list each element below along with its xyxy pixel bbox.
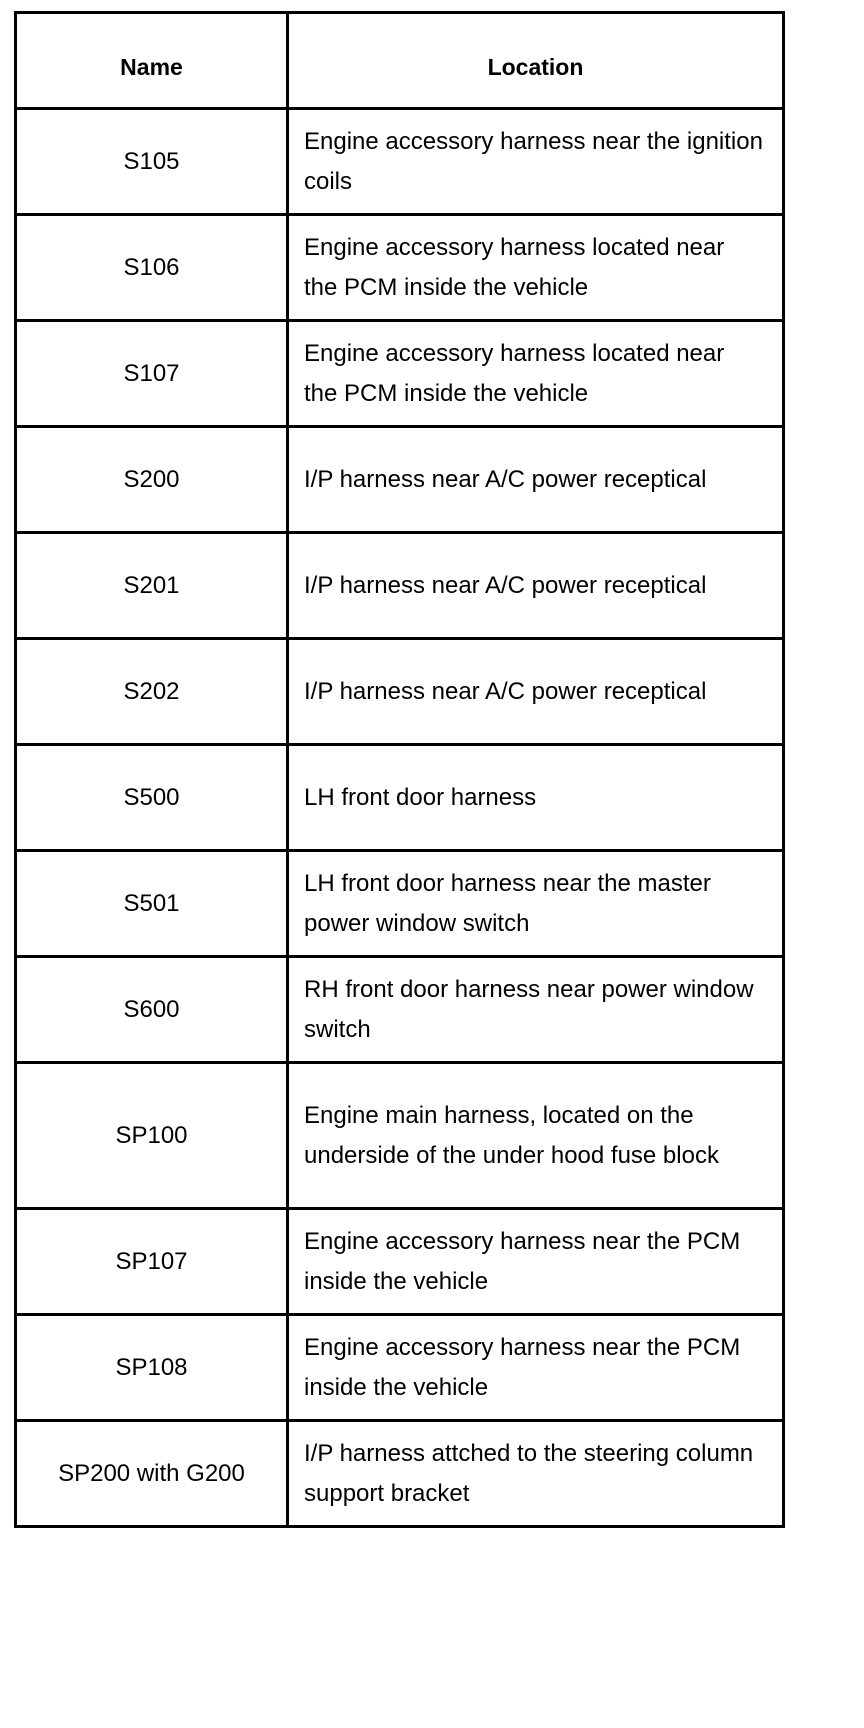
splice-name-cell: S105 xyxy=(16,109,288,215)
splice-location-cell: LH front door harness xyxy=(288,745,784,851)
splice-location-cell: Engine accessory harness located near the PCM inside the vehicle xyxy=(288,215,784,321)
splice-location-cell: Engine accessory harness near the PCM inside the vehicle xyxy=(288,1315,784,1421)
splice-location-cell: Engine accessory harness located near the PCM inside the vehicle xyxy=(288,321,784,427)
splice-location-cell: I/P harness attched to the steering column support bracket xyxy=(288,1421,784,1527)
splice-name-cell: SP107 xyxy=(16,1209,288,1315)
table-row xyxy=(16,533,784,639)
table-row xyxy=(16,851,784,957)
splice-name-cell: S106 xyxy=(16,215,288,321)
splice-name-cell: SP200 with G200 xyxy=(16,1421,288,1527)
name-column-header: Name xyxy=(16,13,288,109)
location-column-header: Location xyxy=(288,13,784,109)
splice-name-cell: S500 xyxy=(16,745,288,851)
table-row xyxy=(16,1063,784,1209)
splice-location-cell: Engine accessory harness near the PCM inside the vehicle xyxy=(288,1209,784,1315)
splice-location-cell: LH front door harness near the master power window switch xyxy=(288,851,784,957)
splice-name-cell: S202 xyxy=(16,639,288,745)
table-row xyxy=(16,639,784,745)
splice-location-cell: Engine main harness, located on the underside of the under hood fuse block xyxy=(288,1063,784,1209)
splice-location-cell: Engine accessory harness near the ignition coils xyxy=(288,109,784,215)
splice-location-cell: I/P harness near A/C power receptical xyxy=(288,639,784,745)
table-row xyxy=(16,957,784,1063)
table-header-row xyxy=(16,13,784,109)
splice-name-cell: S501 xyxy=(16,851,288,957)
splice-name-cell: S107 xyxy=(16,321,288,427)
splice-name-cell: S200 xyxy=(16,427,288,533)
splice-location-table xyxy=(14,11,785,1528)
table-row xyxy=(16,215,784,321)
table-row xyxy=(16,1209,784,1315)
table-row xyxy=(16,1421,784,1527)
splice-name-cell: S600 xyxy=(16,957,288,1063)
splice-location-cell: I/P harness near A/C power receptical xyxy=(288,533,784,639)
splice-name-cell: SP100 xyxy=(16,1063,288,1209)
splice-name-cell: S201 xyxy=(16,533,288,639)
splice-location-cell: RH front door harness near power window switch xyxy=(288,957,784,1063)
splice-location-cell: I/P harness near A/C power receptical xyxy=(288,427,784,533)
table-row xyxy=(16,321,784,427)
splice-name-cell: SP108 xyxy=(16,1315,288,1421)
table-row xyxy=(16,109,784,215)
table-row xyxy=(16,745,784,851)
table-row xyxy=(16,427,784,533)
table-row xyxy=(16,1315,784,1421)
